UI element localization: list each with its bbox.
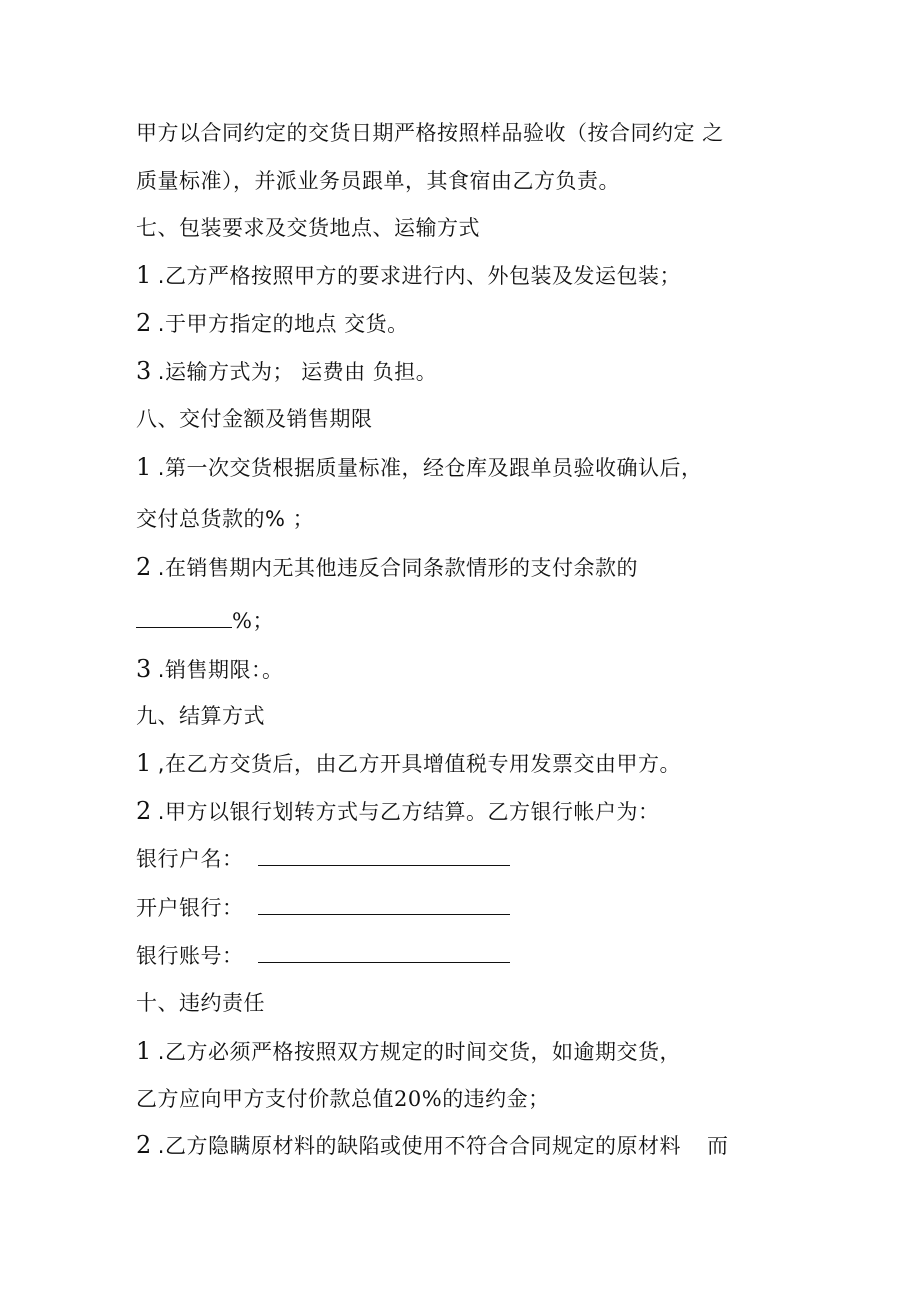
clause-text: .乙方必须严格按照双方规定的时间交货，如逾期交货， xyxy=(157,1040,681,1064)
clause-text: %； xyxy=(232,609,274,633)
clause-8-2 xyxy=(136,552,638,583)
clause-text: .于甲方指定的地点 交货。 xyxy=(157,312,409,336)
field-label: 银行账号： xyxy=(136,944,244,968)
clause-number: 2 xyxy=(136,553,152,581)
clause-text: .在销售期内无其他违反合同条款情形的支付余款的 xyxy=(157,556,638,580)
clause-10-1-cont xyxy=(136,1084,550,1114)
clause-text: 乙方应向甲方支付价款总值 xyxy=(136,1087,394,1111)
line-2-text: 质量标准），并派业务员跟单，其食宿由乙方负责。 xyxy=(136,169,620,193)
clause-text: ,在乙方交货后，由乙方开具增值税专用发票交由甲方。 xyxy=(157,752,681,776)
clause-9-2 xyxy=(136,796,659,827)
clause-8-1 xyxy=(136,452,702,483)
clause-text: .第一次交货根据质量标准，经仓库及跟单员验收确认后， xyxy=(157,456,703,480)
clause-number: 3 xyxy=(136,655,152,683)
clause-number: 1 xyxy=(136,453,152,481)
section-heading-9 xyxy=(136,701,265,731)
clause-text: 交付总货款的% ； xyxy=(136,507,315,531)
text-line-1 xyxy=(136,118,724,148)
clause-number: 1 xyxy=(136,1037,152,1065)
penalty-percent: 20% xyxy=(394,1087,443,1111)
bank-opening-bank xyxy=(136,893,510,923)
opening-bank-blank xyxy=(258,896,510,915)
section-10-title: 十、违约责任 xyxy=(136,991,265,1015)
clause-number: 3 xyxy=(136,357,152,385)
clause-text-tail: 而 xyxy=(706,1134,729,1158)
account-number-blank xyxy=(258,944,510,963)
text-line-2 xyxy=(136,166,620,196)
clause-number: 1 xyxy=(136,749,152,777)
clause-8-1-cont xyxy=(136,504,314,534)
clause-7-3 xyxy=(136,356,437,387)
bank-account-number xyxy=(136,941,510,971)
field-label: 开户银行： xyxy=(136,896,244,920)
bank-account-name xyxy=(136,844,510,874)
clause-text: .甲方以银行划转方式与乙方结算。乙方银行帐户为： xyxy=(157,800,660,824)
clause-text: .销售期限：。 xyxy=(157,658,284,682)
clause-number: 2 xyxy=(136,1131,152,1159)
field-label: 银行户名： xyxy=(136,847,244,871)
clause-number: 1 xyxy=(136,261,152,289)
clause-8-2-cont xyxy=(136,606,274,636)
line-1-text: 甲方以合同约定的交货日期严格按照样品验收（按合同约定 之 xyxy=(136,121,724,145)
clause-text: 的违约金； xyxy=(442,1087,550,1111)
account-name-blank xyxy=(258,847,510,866)
clause-10-2 xyxy=(136,1130,728,1161)
clause-10-1 xyxy=(136,1036,681,1067)
clause-text: .乙方严格按照甲方的要求进行内、外包装及发运包装； xyxy=(157,264,681,288)
clause-number: 2 xyxy=(136,797,152,825)
clause-9-1 xyxy=(136,748,681,779)
clause-number: 2 xyxy=(136,309,152,337)
clause-text: .乙方隐瞒原材料的缺陷或使用不符合合同规定的原材料 xyxy=(157,1134,681,1158)
section-9-title: 九、结算方式 xyxy=(136,704,265,728)
clause-7-1 xyxy=(136,260,681,291)
clause-7-2 xyxy=(136,308,409,339)
percent-blank xyxy=(136,609,232,628)
section-8-title: 八、交付金额及销售期限 xyxy=(136,407,373,431)
section-7-title: 七、包装要求及交货地点、运输方式 xyxy=(136,216,480,240)
clause-8-3 xyxy=(136,654,283,685)
section-heading-10 xyxy=(136,988,265,1018)
section-heading-8 xyxy=(136,404,373,434)
clause-text: .运输方式为； 运费由 负担。 xyxy=(157,360,438,384)
section-heading-7 xyxy=(136,213,480,243)
